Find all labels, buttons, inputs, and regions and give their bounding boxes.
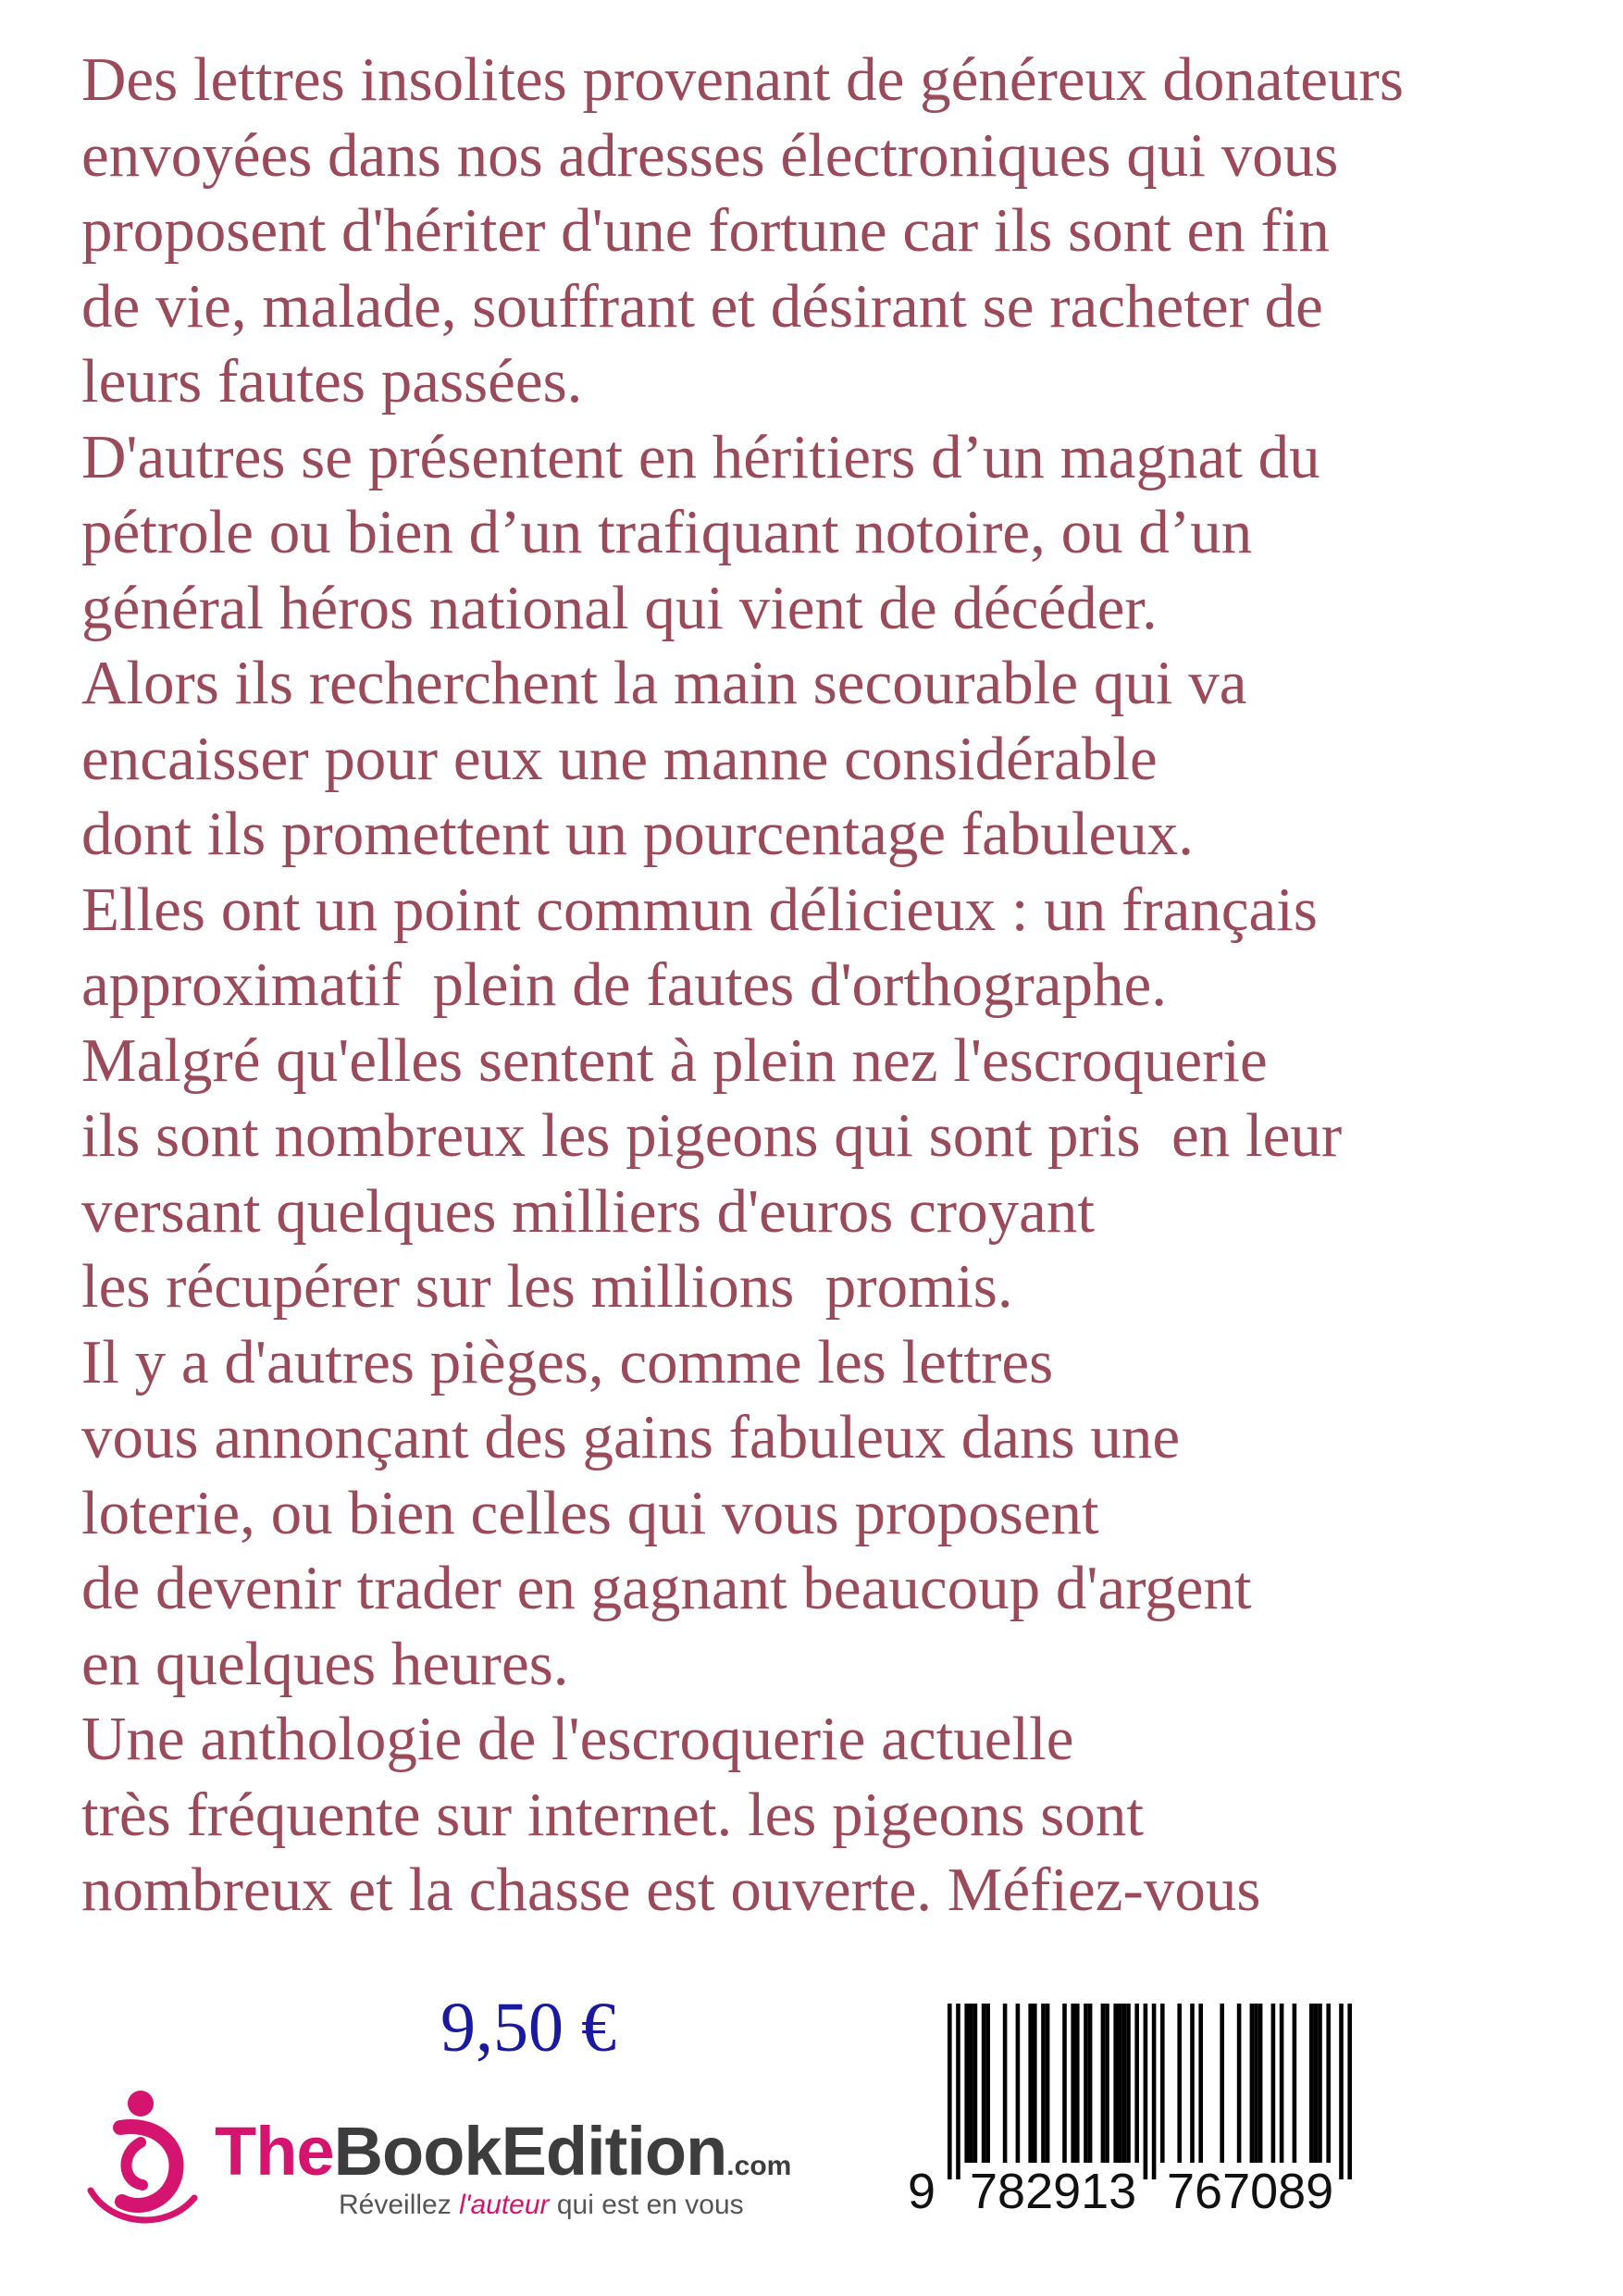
tagline-part-3: qui est en vous: [549, 2190, 744, 2220]
barcode-bar: [1250, 2004, 1255, 2163]
blurb-line: général héros national qui vient de décéder.: [81, 573, 1158, 642]
barcode-bars: [948, 2004, 1369, 2179]
barcode-bar: [1160, 2004, 1165, 2163]
isbn-barcode: [902, 1980, 1393, 2221]
barcode-bar: [1033, 2004, 1037, 2163]
blurb-line: vous annonçant des gains fabuleux dans une: [81, 1403, 1181, 1471]
blurb-line: pétrole ou bien d’un trafiquant notoire, ou d’un: [81, 498, 1253, 566]
barcode-bar: [1271, 2004, 1276, 2163]
blurb-line: dont ils promettent un pourcentage fabuleux.: [81, 800, 1194, 868]
brand-suffix: .com: [726, 2151, 792, 2181]
barcode-bar: [1016, 2004, 1021, 2163]
price-label: 9,50 €: [440, 1989, 616, 2066]
barcode-bar: [1318, 2004, 1322, 2163]
barcode-bar: [982, 2004, 986, 2163]
blurb-line: D'autres se présentent en héritiers d’un magnat du: [81, 422, 1320, 491]
barcode-bar: [1254, 2004, 1258, 2163]
brand-part-bookedition: BookEdition: [333, 2113, 727, 2190]
barcode-bar: [956, 2004, 960, 2179]
barcode-bar: [1071, 2004, 1075, 2163]
barcode-bar: [1326, 2004, 1331, 2163]
barcode-bar: [1028, 2004, 1033, 2163]
blurb-line: de devenir trader en gagnant beaucoup d'argent: [81, 1554, 1252, 1622]
blurb-line: nombreux et la chasse est ouverte. Méfiez-vous: [81, 1855, 1261, 1924]
blurb-line: Alors ils recherchent la main secourable qui va: [81, 649, 1247, 717]
blurb-line: leurs fautes passées.: [81, 347, 583, 416]
barcode-bar: [1220, 2004, 1224, 2163]
blurb-line: très fréquente sur internet. les pigeons sont: [81, 1780, 1144, 1849]
barcode-digits-right: 767089: [1167, 2164, 1334, 2219]
barcode-bar: [1075, 2004, 1080, 2163]
barcode-bar: [973, 2004, 978, 2163]
blurb-line: ils sont nombreux les pigeons qui sont pris en leur: [81, 1101, 1343, 1170]
blurb-line: approximatif plein de fautes d'orthographe.: [81, 950, 1168, 1019]
blurb-line: en quelques heures.: [81, 1629, 569, 1698]
tagline-part-2: l'auteur: [459, 2190, 550, 2220]
barcode-bar: [1152, 2004, 1157, 2179]
barcode-bar: [1041, 2004, 1046, 2163]
barcode-lead-digit: 9: [908, 2164, 936, 2219]
barcode-bar: [1144, 2004, 1148, 2179]
brand-part-the: The: [215, 2113, 334, 2190]
barcode-bar: [1339, 2004, 1344, 2179]
barcode-bar: [1088, 2004, 1093, 2163]
publisher-tagline: [339, 2189, 744, 2222]
stylized-person-logo-icon: [83, 2087, 213, 2235]
barcode-bar: [964, 2004, 969, 2163]
barcode-digits-left: 782913: [970, 2164, 1137, 2219]
barcode-bar: [1003, 2004, 1008, 2163]
blurb-line: les récupérer sur les millions promis.: [81, 1252, 1013, 1321]
publisher-logo: [83, 2087, 824, 2235]
barcode-bar: [1237, 2004, 1242, 2163]
barcode-bar: [1314, 2004, 1319, 2163]
barcode-bar: [969, 2004, 973, 2163]
barcode-bar: [1126, 2004, 1131, 2163]
blurb-line: Malgré qu'elles sentent à plein nez l'escroquerie: [81, 1025, 1268, 1095]
barcode-bar: [1105, 2004, 1109, 2163]
blurb-line: proposent d'hériter d'une fortune car ils sont en fin: [81, 196, 1330, 265]
blurb-line: Des lettres insolites provenant de généreux donateurs: [81, 45, 1404, 114]
barcode-bar: [1177, 2004, 1182, 2163]
barcode-bar: [1293, 2004, 1297, 2163]
barcode-bar: [1101, 2004, 1106, 2163]
barcode-bar: [1084, 2004, 1088, 2163]
blurb-line: encaisser pour eux une manne considérable: [81, 724, 1158, 793]
blurb-line: Une anthologie de l'escroquerie actuelle: [81, 1705, 1074, 1773]
blurb-line: de vie, malade, souffrant et désirant se racheter de: [81, 271, 1323, 341]
barcode-bar: [1062, 2004, 1067, 2163]
blurb-line: envoyées dans nos adresses électroniques qui vous: [81, 120, 1339, 190]
barcode-bar: [1280, 2004, 1284, 2163]
blurb-line: loterie, ou bien celles qui vous proposent: [81, 1478, 1099, 1547]
barcode-bar: [1258, 2004, 1263, 2163]
blurb-line: Il y a d'autres pièges, comme les lettres: [81, 1327, 1054, 1396]
barcode-bar: [1190, 2004, 1195, 2163]
barcode-bar: [985, 2004, 990, 2163]
barcode-bar: [1309, 2004, 1314, 2163]
barcode-bar: [1118, 2004, 1122, 2163]
barcode-bar: [1046, 2004, 1050, 2163]
barcode-bar: [1134, 2004, 1139, 2163]
barcode-bar: [1113, 2004, 1118, 2163]
barcode-bar: [1122, 2004, 1127, 2163]
blurb-line: Elles ont un point commun délicieux : un français: [81, 875, 1318, 944]
barcode-bar: [948, 2004, 952, 2179]
blurb-line: versant quelques milliers d'euros croyant: [81, 1176, 1095, 1246]
back-cover-blurb: [81, 43, 1599, 1929]
barcode-bar: [1347, 2004, 1352, 2179]
tagline-part-1: Réveillez: [339, 2190, 460, 2220]
barcode-bar: [1198, 2004, 1203, 2163]
